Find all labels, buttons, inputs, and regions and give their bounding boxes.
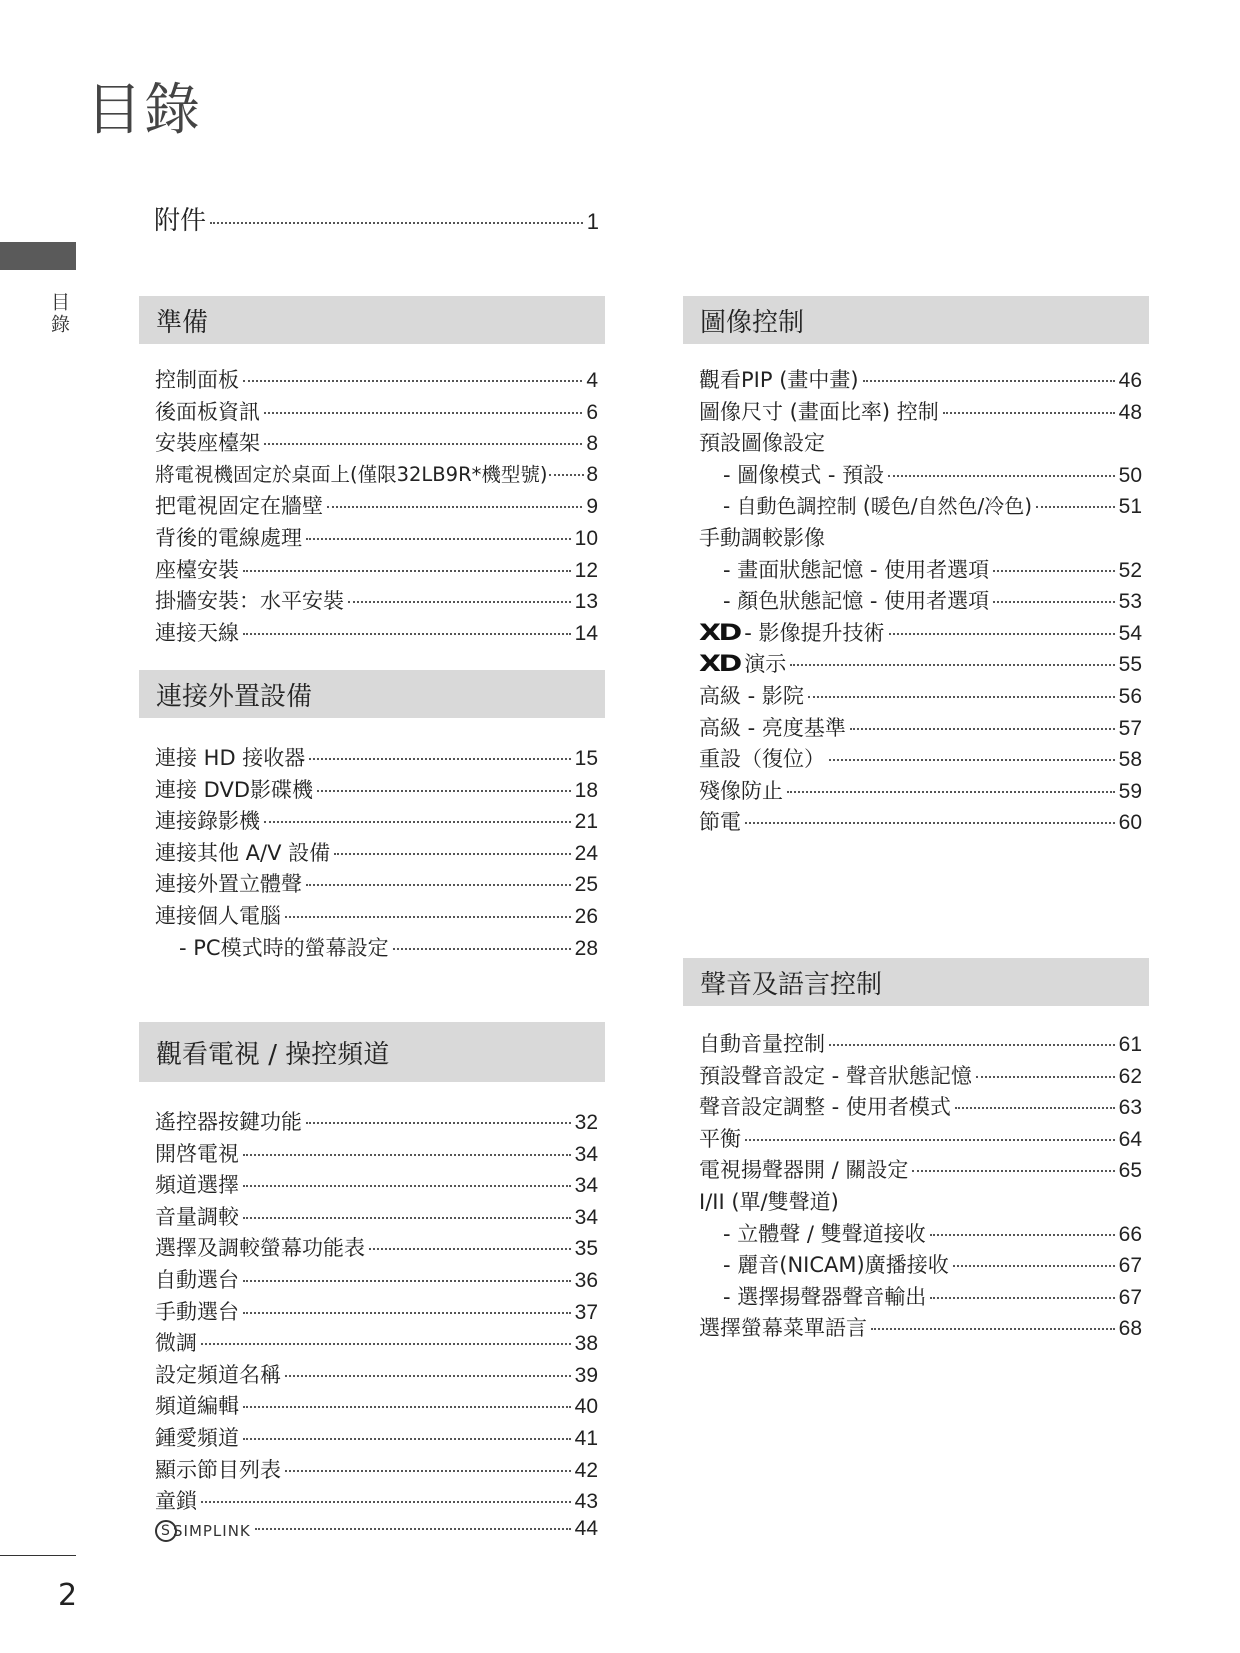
toc-entry[interactable] [155, 1138, 598, 1170]
toc-entry[interactable] [699, 1154, 1142, 1186]
toc-entry[interactable] [699, 1218, 1142, 1250]
toc-entry-page: 53 [1118, 590, 1142, 614]
section-header: 觀看電視 / 操控頻道 [139, 1022, 605, 1082]
toc-entry[interactable] [155, 490, 598, 522]
toc-entry-label: 連接 DVD影碟機 [155, 777, 314, 802]
toc-entry[interactable] [699, 1123, 1142, 1155]
dot-leader [243, 570, 571, 572]
toc-entry-label: 電視揚聲器開 / 關設定 [699, 1158, 909, 1183]
toc-entry[interactable] [155, 522, 598, 554]
toc-entry-page: 62 [1118, 1064, 1142, 1088]
dot-leader [889, 633, 1115, 635]
toc-entry[interactable] [699, 396, 1142, 428]
toc-entry[interactable] [155, 364, 598, 396]
toc-entry-page: 40 [574, 1395, 598, 1419]
toc-entry[interactable] [155, 1327, 598, 1359]
toc-entry[interactable] [155, 774, 598, 806]
toc-entry-page: 44 [574, 1516, 598, 1540]
toc-entry-page: 54 [1118, 621, 1142, 645]
toc-entry-page: 4 [586, 369, 598, 392]
toc-entry-page: 38 [574, 1332, 598, 1356]
toc-entry[interactable] [155, 1454, 598, 1486]
simplink-logo-text: SIMPLINK [173, 1521, 251, 1540]
dot-leader [829, 1044, 1115, 1046]
toc-entry-page: 43 [574, 1490, 598, 1514]
toc-entry-page: 37 [574, 1300, 598, 1324]
toc-entry-page: 32 [574, 1111, 598, 1134]
dot-leader [976, 1076, 1115, 1078]
toc-entry[interactable] [155, 1517, 598, 1549]
dot-leader [243, 1154, 571, 1156]
section-sound [683, 958, 1149, 1344]
toc-entry-page: 41 [574, 1426, 598, 1450]
dot-leader [264, 412, 582, 414]
toc-entry-page: 67 [1118, 1285, 1142, 1309]
dot-leader [850, 728, 1115, 730]
toc-entry-label: - 自動色調控制 (暖色/自然色/冷色) [723, 494, 1033, 519]
toc-entry[interactable] [155, 1169, 598, 1201]
dot-leader [201, 1343, 571, 1345]
dot-leader [243, 1280, 571, 1282]
toc-entry-page: 1 [586, 209, 599, 234]
dot-leader [393, 948, 571, 950]
toc-entry-label: 把電視固定在牆壁 [155, 494, 323, 519]
toc-entry[interactable] [699, 1249, 1142, 1281]
dot-leader [953, 1265, 1115, 1267]
dot-leader [348, 601, 571, 603]
toc-entry-page: 58 [1118, 748, 1142, 772]
toc-entry-page: 36 [574, 1268, 598, 1292]
dot-leader [306, 1122, 571, 1124]
toc-entry-page: 39 [574, 1363, 598, 1387]
dot-leader [930, 1234, 1115, 1236]
toc-entry-page: 18 [574, 778, 598, 802]
toc-entry[interactable] [155, 459, 598, 491]
toc-entry-page: 67 [1118, 1254, 1142, 1278]
toc-entry[interactable] [699, 427, 1142, 459]
toc-entry-label: 遙控器按鍵功能 [155, 1110, 302, 1134]
toc-entry-page: 66 [1118, 1222, 1142, 1246]
dot-leader [306, 538, 571, 540]
toc-entry-page: 34 [574, 1205, 598, 1229]
toc-entry-page: 14 [574, 621, 598, 645]
section-prep [139, 296, 605, 648]
toc-entry-page: 59 [1118, 779, 1142, 803]
toc-entry-label: 聲音設定調整 - 使用者模式 [699, 1095, 951, 1120]
toc-entry-label: 手動調較影像 [699, 525, 825, 550]
toc-entry-label: 鍾愛頻道 [155, 1425, 239, 1450]
section-header: 連接外置設備 [139, 670, 605, 718]
toc-entry[interactable] [155, 585, 598, 617]
toc-entry[interactable] [155, 617, 598, 649]
toc-entry-label: 開啓電視 [155, 1141, 239, 1166]
toc-entry-label: 座檯安裝 [155, 557, 239, 582]
toc-entry-page: 56 [1118, 684, 1142, 708]
toc-entry-label: 連接個人電腦 [155, 903, 281, 928]
dot-leader [243, 1185, 571, 1187]
toc-entry-label: 連接錄影機 [155, 809, 260, 834]
toc-entry-label: 背後的電線處理 [155, 525, 302, 550]
toc-entry-page: 28 [574, 936, 598, 960]
simplink-logo-icon: S SIMPLINK [155, 1520, 251, 1542]
dot-leader [243, 380, 582, 382]
dot-leader [1036, 506, 1115, 508]
toc-entry-label: - 麗音(NICAM)廣播接收 [723, 1253, 949, 1278]
dot-leader [787, 791, 1115, 793]
dot-leader [317, 790, 571, 792]
dot-leader [829, 759, 1115, 761]
toc-entry-label: 將電視機固定於桌面上(僅限32LB9R*機型號) [155, 462, 548, 486]
toc-entry[interactable] [699, 712, 1142, 744]
toc-entry-label: 高級 - 亮度基準 [699, 715, 846, 740]
toc-entry-label: 控制面板 [155, 368, 239, 392]
toc-entry-label: 連接 HD 接收器 [155, 746, 306, 770]
toc-list [683, 364, 1142, 838]
dot-leader [863, 380, 1115, 382]
dot-leader [210, 222, 583, 224]
toc-entry[interactable] [699, 806, 1142, 838]
toc-entry-label: I/II (單/雙聲道) [699, 1189, 839, 1214]
toc-entry[interactable] [155, 1232, 598, 1264]
toc-entry-page: 15 [574, 747, 598, 770]
toc-entry-page: 35 [574, 1237, 598, 1261]
toc-entry-label: 觀看PIP (畫中畫) [699, 368, 859, 392]
dot-leader [369, 1248, 571, 1250]
toc-entry[interactable] [155, 932, 598, 964]
toc-entry[interactable] [155, 868, 598, 900]
toc-entry-label: - 畫面狀態記憶 - 使用者選項 [723, 557, 990, 582]
toc-entry-page: 34 [574, 1174, 598, 1198]
dot-leader [243, 1438, 571, 1440]
toc-entry[interactable] [155, 1422, 598, 1454]
toc-entry[interactable] [155, 396, 598, 428]
dot-leader [912, 1170, 1114, 1172]
toc-entry-label: 設定頻道名稱 [155, 1362, 281, 1387]
dot-leader [888, 475, 1114, 477]
toc-entry[interactable] [154, 200, 599, 240]
toc-entry[interactable] [699, 1060, 1142, 1092]
toc-entry-page: 60 [1118, 811, 1142, 835]
toc-list [683, 1028, 1142, 1344]
toc-entry[interactable] [155, 427, 598, 459]
toc-entry-label: 自動選台 [155, 1267, 239, 1292]
dot-leader [243, 1406, 571, 1408]
dot-leader [871, 1328, 1115, 1330]
toc-entry-page: 51 [1118, 495, 1142, 519]
toc-entry-page: 10 [574, 526, 598, 550]
toc-entry-page: 21 [574, 810, 598, 834]
toc-entry[interactable] [699, 775, 1142, 807]
toc-entry[interactable] [699, 1028, 1142, 1060]
dot-leader [285, 1375, 571, 1377]
toc-entry-label: - 影像提升技術 [744, 620, 885, 645]
dot-leader [264, 443, 582, 445]
dot-leader [306, 884, 571, 886]
toc-list [139, 742, 598, 963]
dot-leader [201, 1501, 571, 1503]
toc-entry[interactable] [699, 1091, 1142, 1123]
toc-entry[interactable] [155, 1390, 598, 1422]
toc-entry-page: 8 [586, 432, 598, 456]
toc-entry-label: 顯示節目列表 [155, 1457, 281, 1482]
toc-entry-label: 高級 - 影院 [699, 683, 804, 708]
toc-entry[interactable] [155, 805, 598, 837]
dot-leader [930, 1297, 1114, 1299]
toc-entry-page: 50 [1118, 463, 1142, 487]
toc-entry-label: 重設（復位） [699, 747, 825, 772]
footer-rule [0, 1555, 76, 1556]
dot-leader [808, 696, 1115, 698]
toc-entry-label: 頻道編輯 [155, 1394, 239, 1419]
dot-leader [243, 633, 571, 635]
dot-leader [255, 1528, 571, 1530]
toc-attachments [154, 200, 599, 240]
toc-entry-label: 連接天線 [155, 620, 239, 645]
toc-entry[interactable] [699, 648, 1142, 680]
toc-entry-label: 演示 [744, 652, 787, 677]
dot-leader [309, 758, 570, 760]
toc-entry[interactable] [155, 837, 598, 869]
toc-entry[interactable] [155, 742, 598, 774]
toc-entry-label: - PC模式時的螢幕設定 [179, 935, 389, 960]
toc-entry-label: 殘像防止 [699, 778, 783, 803]
toc-entry[interactable] [699, 617, 1142, 649]
toc-list [139, 1106, 598, 1548]
toc-entry[interactable] [699, 1186, 1142, 1218]
section-watch [139, 1022, 605, 1548]
dot-leader [745, 1139, 1115, 1141]
dot-leader [943, 412, 1115, 414]
toc-entry[interactable] [699, 680, 1142, 712]
toc-entry-label: 音量調較 [155, 1204, 239, 1229]
dot-leader [790, 664, 1114, 666]
toc-entry-label: 選擇及調較螢幕功能表 [155, 1236, 365, 1261]
toc-entry[interactable] [155, 1359, 598, 1391]
section-external [139, 670, 605, 963]
toc-entry[interactable] [155, 554, 598, 586]
section-header: 準備 [139, 296, 605, 344]
dot-leader [993, 570, 1114, 572]
toc-entry-page: 65 [1118, 1159, 1142, 1183]
toc-entry[interactable] [155, 900, 598, 932]
toc-entry-page: 52 [1118, 558, 1142, 582]
dot-leader [955, 1107, 1115, 1109]
toc-entry-page: 68 [1118, 1317, 1142, 1341]
toc-entry-page: 25 [574, 873, 598, 897]
toc-entry[interactable] [699, 459, 1142, 491]
toc-entry-label: 連接外置立體聲 [155, 872, 302, 897]
toc-entry-page: 9 [586, 495, 598, 519]
toc-entry-label: 選擇螢幕菜單語言 [699, 1316, 867, 1341]
toc-entry-page: 46 [1118, 369, 1142, 392]
xd-logo-icon: XD [699, 652, 740, 678]
toc-entry-page: 55 [1118, 653, 1142, 677]
toc-entry-label: - 立體聲 / 雙聲道接收 [723, 1221, 926, 1246]
section-header: 圖像控制 [683, 296, 1149, 344]
side-tab-marker [0, 242, 76, 270]
toc-entry-label: - 顏色狀態記憶 - 使用者選項 [723, 589, 990, 614]
toc-entry[interactable] [155, 1485, 598, 1517]
dot-leader [993, 601, 1114, 603]
toc-list [139, 364, 598, 648]
toc-entry[interactable] [699, 1312, 1142, 1344]
side-tab-label: 目錄 [48, 292, 70, 336]
dot-leader [327, 506, 582, 508]
toc-entry-page: 64 [1118, 1127, 1142, 1151]
dot-leader [285, 916, 571, 918]
toc-entry-label: 後面板資訊 [155, 399, 260, 424]
toc-entry-page: 48 [1118, 400, 1142, 424]
toc-entry[interactable] [155, 1106, 598, 1138]
toc-entry[interactable] [699, 364, 1142, 396]
toc-entry-label: 微調 [155, 1331, 197, 1356]
toc-entry-page: 13 [574, 590, 598, 614]
toc-entry-page: 57 [1118, 716, 1142, 740]
toc-entry-label: 頻道選擇 [155, 1173, 239, 1198]
toc-entry-page: 61 [1118, 1033, 1142, 1056]
toc-entry[interactable] [155, 1201, 598, 1233]
toc-entry-label: 平衡 [699, 1126, 741, 1151]
dot-leader [549, 474, 584, 476]
toc-entry-label: 圖像尺寸 (畫面比率) 控制 [699, 399, 939, 424]
toc-entry-page: 26 [574, 904, 598, 928]
toc-entry[interactable] [699, 1281, 1142, 1313]
toc-entry-label: 手動選台 [155, 1299, 239, 1324]
page-number: 2 [58, 1578, 78, 1613]
toc-entry-label: - 圖像模式 - 預設 [723, 462, 885, 487]
toc-entry-label: 安裝座檯架 [155, 431, 260, 456]
section-picture [683, 296, 1149, 838]
toc-entry-page: 6 [586, 400, 598, 424]
dot-leader [243, 1312, 571, 1314]
toc-entry-label: - 選擇揚聲器聲音輸出 [723, 1284, 927, 1309]
toc-entry-page: 42 [574, 1458, 598, 1482]
toc-entry[interactable] [699, 554, 1142, 586]
toc-entry[interactable] [155, 1264, 598, 1296]
toc-entry[interactable] [699, 490, 1142, 522]
toc-entry-page: 8 [586, 462, 598, 486]
toc-entry-label: 自動音量控制 [699, 1032, 825, 1056]
toc-entry[interactable] [699, 522, 1142, 554]
toc-entry-label: 掛牆安裝：水平安裝 [155, 589, 344, 614]
toc-entry[interactable] [699, 743, 1142, 775]
dot-leader [243, 1217, 571, 1219]
toc-entry-label: 連接其他 A/V 設備 [155, 840, 331, 865]
toc-entry-label: 附件 [154, 206, 207, 236]
toc-entry-page: 63 [1118, 1096, 1142, 1120]
page-title: 目錄 [86, 78, 202, 143]
dot-leader [334, 853, 570, 855]
toc-entry-label: 預設圖像設定 [699, 431, 825, 456]
xd-logo-icon: XD [699, 620, 740, 646]
dot-leader [264, 821, 571, 823]
section-header: 聲音及語言控制 [683, 958, 1149, 1006]
toc-entry[interactable] [155, 1296, 598, 1328]
dot-leader [745, 822, 1115, 824]
toc-entry-label: 童鎖 [155, 1489, 197, 1514]
toc-entry-page: 34 [574, 1142, 598, 1166]
toc-entry-page: 12 [574, 558, 598, 582]
toc-entry-page: 24 [574, 841, 598, 865]
toc-entry[interactable] [699, 585, 1142, 617]
dot-leader [285, 1470, 571, 1472]
toc-entry-label: 節電 [699, 810, 741, 835]
toc-entry-label: 預設聲音設定 - 聲音狀態記憶 [699, 1063, 972, 1088]
